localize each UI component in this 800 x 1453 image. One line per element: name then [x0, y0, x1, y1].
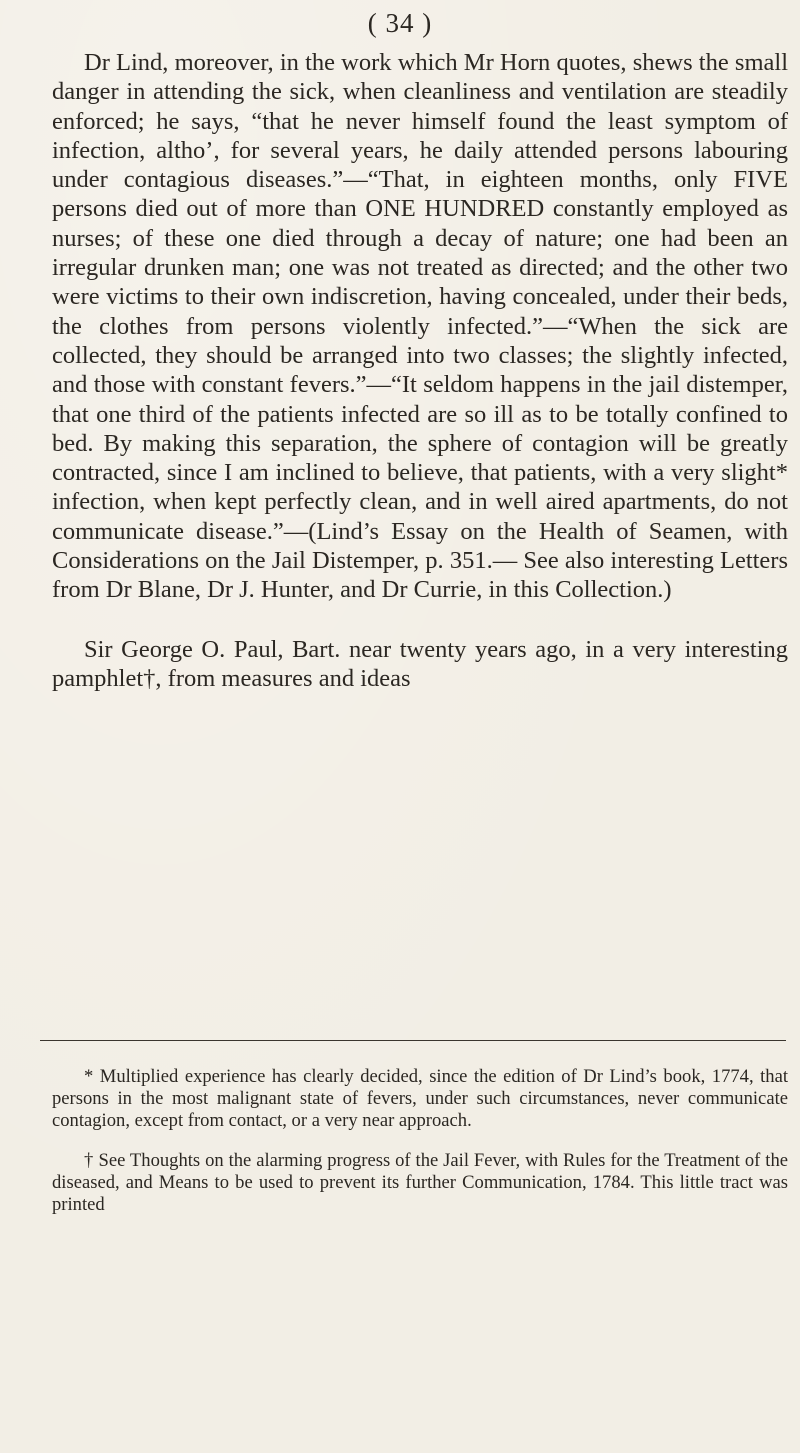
page-number: ( 34 ) — [367, 8, 433, 38]
footnote: † See Thoughts on the alarming progress of the Jail Fever, with Rules for the Treatment of the diseased, and Means to be used to prevent its further Communication, 1784. This little tract was printed — [52, 1150, 788, 1215]
main-text — [52, 48, 788, 693]
footnote-divider — [40, 1040, 786, 1041]
paragraph: Dr Lind, moreover, in the work which Mr Horn quotes, shews the small danger in attending the sick, when cleanliness and ventilation are steadily enforced; he says, “that he never himself found the least symptom of infection, altho’, for several years, he daily attended persons labouring under contagious diseases.”—“That, in eighteen months, only FIVE persons died out of more than ONE HUNDRED constantly employed as nurses; of these one died through a decay of nature; one had been an irregular drunken man; one was not treated as directed; and the other two were victims to their own indiscretion, having concealed, under their beds, the clothes from persons violently infected.”—“When the sick are collected, they should be arranged into two classes; the slightly infected, and those with constant fevers.”—“It seldom happens in the jail distemper, that one third of the patients infected are so ill as to be totally confined to bed. By making this separation, the sphere of contagion will be greatly contracted, since I am inclined to believe, that patients, with a very slight* infection, when kept perfectly clean, and in well aired apartments, do not communicate disease.”—(Lind’s Essay on the Health of Seamen, with Considerations on the Jail Distemper, p. 351.— See also interesting Letters from Dr Blane, Dr J. Hunter, and Dr Currie, in this Collection.) — [52, 49, 788, 604]
paragraph: Sir George O. Paul, Bart. near twenty years ago, in a very interesting pamphlet†, from measures and ideas — [52, 635, 788, 692]
footnotes — [52, 1066, 788, 1216]
footnote: * Multiplied experience has clearly decided, since the edition of Dr Lind’s book, 1774, that persons in the most malignant state of fevers, under such circumstances, never communicate contagion, except from contact, or a very near approach. — [52, 1066, 788, 1131]
